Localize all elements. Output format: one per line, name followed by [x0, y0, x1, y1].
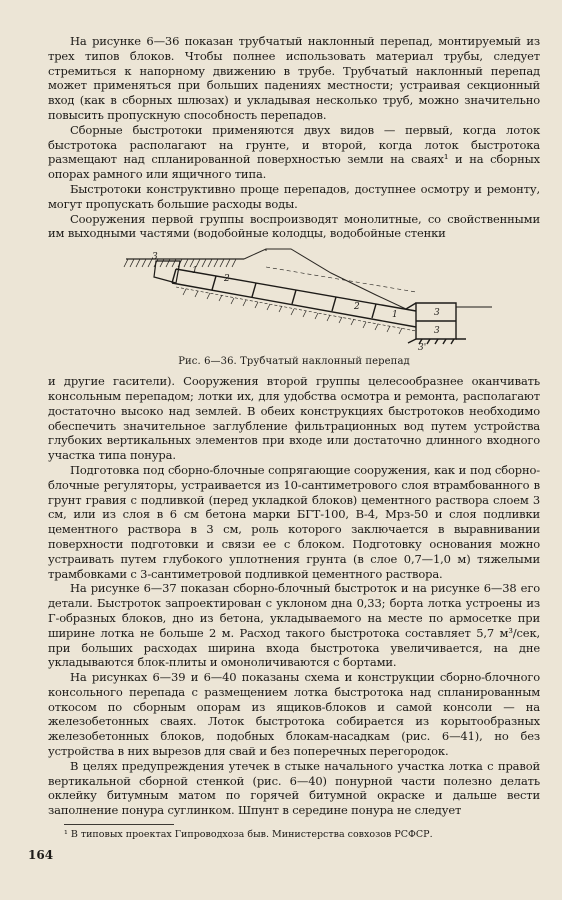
label-2-lower: 2	[354, 302, 360, 313]
footnote-rule	[64, 824, 174, 825]
footnote: ¹ В типовых проектах Гипроводхоза быв. Министерства совхозов РСФСР.	[64, 829, 433, 841]
paragraph-1: На рисунке 6—36 показан трубчатый наклонный перепад, монтируемый из трех типов блоков. Чтобы полнее использовать материал трубы, следует стремиться к напорному движению в трубе. Трубчатый наклонный перепад может применяться при больших падениях местности; устраивая секционный вход (как в сборных шлюзах) и укладывая несколько труб, можно значительно повысить пропускную способность перепадов.	[48, 34, 540, 122]
paragraph-8: На рисунках 6—39 и 6—40 показаны схема и конструкции сборно-блочного консольного перепада с размещением лотка быстротока над спланированным откосом по сборным опорам из ящиков-блоков и самой консоли — на железобетонных сваях. Лоток быстротока собирается из корытообразных железобетонных блоков, подобных блокам-насадкам (рис. 6—41), но без устройства в них вырезов для свай и без поперечных перегородок.	[48, 670, 540, 759]
ground-hatching	[124, 259, 244, 267]
inclined-pipe	[172, 267, 416, 331]
paragraph-2: Сборные быстротоки применяются двух видов — первый, когда лоток быстротока располагают на грунте, и второй, когда лоток быстротока размещают над спланированной поверхностью земли на сваях¹ и на сборных опорах рамного или ящичного типа.	[48, 122, 540, 182]
label-3-outlet-top: 3	[434, 308, 440, 319]
paragraph-3: Быстротоки конструктивно проще перепадов, доступнее осмотру и ремонту, могут пропускать большие расходы воды.	[48, 181, 540, 211]
paragraph-7: На рисунке 6—37 показан сборно-блочный быстроток и на рисунке 6—38 его детали. Быстроток запроектирован с уклоном дна 0,33; борта лотка устроены из Г-образных блоков, дно из бетона, укладываемого на месте по армосетке при ширине лотка не больше 2 м. Расход такого быстротока составляет 5,7 м³/сек, при больших расходах ширина входа быстротока увеличивается, на дне укладываются блок-плиты и омоноличиваются с бортами.	[48, 581, 540, 670]
base-hatching	[183, 289, 402, 334]
label-1-upper: 1	[192, 266, 198, 277]
paragraph-5: и другие гасители). Сооружения второй группы целесообразнее оканчивать консольным перепадом; лотки их, для удобства осмотра и ремонта, располагают достаточно высоко над землей. В обеих конструкциях быстротоков необходимо обеспечить значительное заглубление фильтрационных вод путем устройства глубоких вертикальных элементов при входе или достаточно длинного входного участка типа понура.	[48, 374, 540, 463]
label-3-outlet-bottom: 3	[434, 326, 440, 337]
figure-pipe-drop	[48, 247, 540, 351]
label-1-lower: 1	[392, 310, 398, 321]
label-3-prime: 3'	[418, 343, 427, 352]
pipe-drop-drawing	[116, 247, 496, 351]
paragraph-4: Сооружения первой группы воспроизводят монолитные, со свойственными им выходными частями (водобойные колодцы, водобойные стенки	[48, 211, 540, 241]
page-number: 164	[28, 848, 54, 862]
label-2-upper: 2	[224, 274, 230, 285]
paragraph-9: В целях предупреждения утечек в стыке начального участка лотка с правой вертикальной сборной стенкой (рис. 6—40) понурной части полезно делать оклейку битумным матом по горячей битумной окраске и дальше вести заполнение понура суглинком. Шпунт в середине понура не следует	[48, 758, 540, 818]
label-3-inlet: 3	[152, 252, 158, 263]
figure-caption: Рис. 6—36. Трубчатый наклонный перепад	[178, 356, 410, 368]
paragraph-6: Подготовка под сборно-блочные сопрягающие сооружения, как и под сборно-блочные регуляторы, устраивается из 10-сантиметрового слоя втрамбованного в грунт гравия с подливкой (перед укладкой блоков) цементного раствора слоем 3 см, или из слоя в 6 см бетона марки БГТ-100, В-4, Мрз-50 и слоя подливки цементного раствора в 3 см, роль которого заключается в выравнивании поверхности подготовки и связи ее с блоком. Подготовку основания можно устраивать путем глубокого уплотнения грунта (в слое 0,7—1,0 м) тяжелыми трамбовками с 3-сантиметровой подливкой цементного раствора.	[48, 462, 540, 581]
outlet-blocks	[406, 303, 492, 344]
